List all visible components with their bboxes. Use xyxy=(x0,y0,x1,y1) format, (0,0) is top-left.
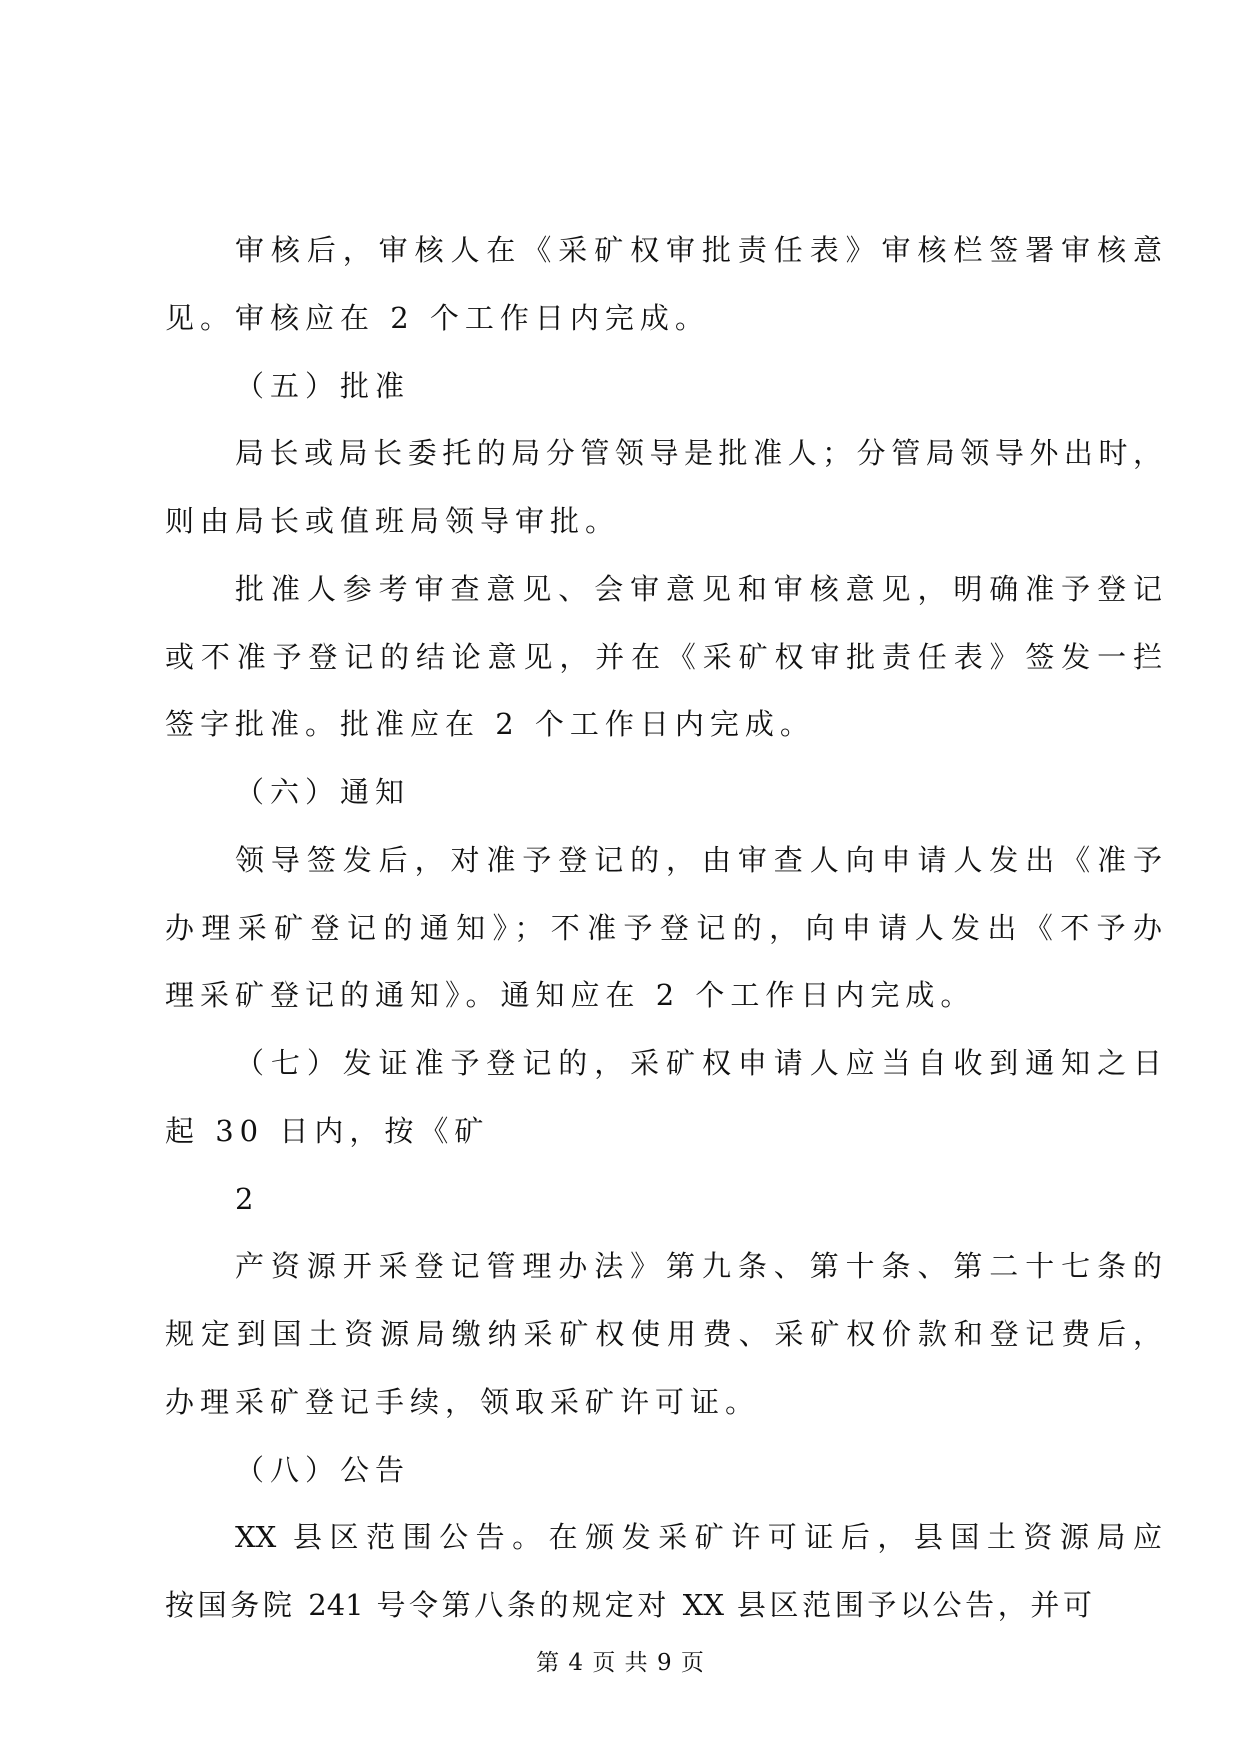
paragraph-line: 理采矿登记的通知》。通知应在 2 个工作日内完成。 xyxy=(165,978,976,1012)
paragraph-line: 办理采矿登记的通知》；不准予登记的，向申请人发出《不予办 xyxy=(165,911,1162,945)
paragraph-line: XX 县区范围公告。在颁发采矿许可证后，县国土资源局应 xyxy=(235,1520,1162,1554)
paragraph-line: 批准人参考审查意见、会审意见和审核意见，明确准予登记 xyxy=(235,572,1162,606)
paragraph-line: 则由局长或值班局领导审批。 xyxy=(165,504,621,538)
paragraph-line: （七）发证准予登记的，采矿权申请人应当自收到通知之日 xyxy=(235,1046,1162,1080)
section-heading: （六）通知 xyxy=(235,775,411,809)
paragraph-line: 产资源开采登记管理办法》第九条、第十条、第二十七条的 xyxy=(235,1249,1162,1283)
paragraph-line: 局长或局长委托的局分管领导是批准人；分管局领导外出时， xyxy=(235,436,1162,470)
section-heading: （八）公告 xyxy=(235,1453,411,1487)
paragraph-line: 起 30 日内，按《矿 xyxy=(165,1114,490,1148)
paragraph-line: 领导签发后，对准予登记的，由审查人向申请人发出《准予 xyxy=(235,843,1162,877)
paragraph-line: 审核后，审核人在《采矿权审批责任表》审核栏签署审核意 xyxy=(235,233,1162,267)
paragraph-line: 按国务院 241 号令第八条的规定对 XX 县区范围予以公告，并可 xyxy=(165,1588,1092,1622)
section-heading: （五）批准 xyxy=(235,369,411,403)
paragraph-line: 2 xyxy=(235,1182,260,1216)
paragraph-line: 见。审核应在 2 个工作日内完成。 xyxy=(165,301,710,335)
paragraph-line: 规定到国土资源局缴纳采矿权使用费、采矿权价款和登记费后， xyxy=(165,1317,1162,1351)
page-footer: 第 4 页 共 9 页 xyxy=(536,1650,705,1676)
paragraph-line: 签字批准。批准应在 2 个工作日内完成。 xyxy=(165,707,815,741)
paragraph-line: 办理采矿登记手续，领取采矿许可证。 xyxy=(165,1385,761,1419)
paragraph-line: 或不准予登记的结论意见，并在《采矿权审批责任表》签发一拦 xyxy=(165,640,1162,674)
